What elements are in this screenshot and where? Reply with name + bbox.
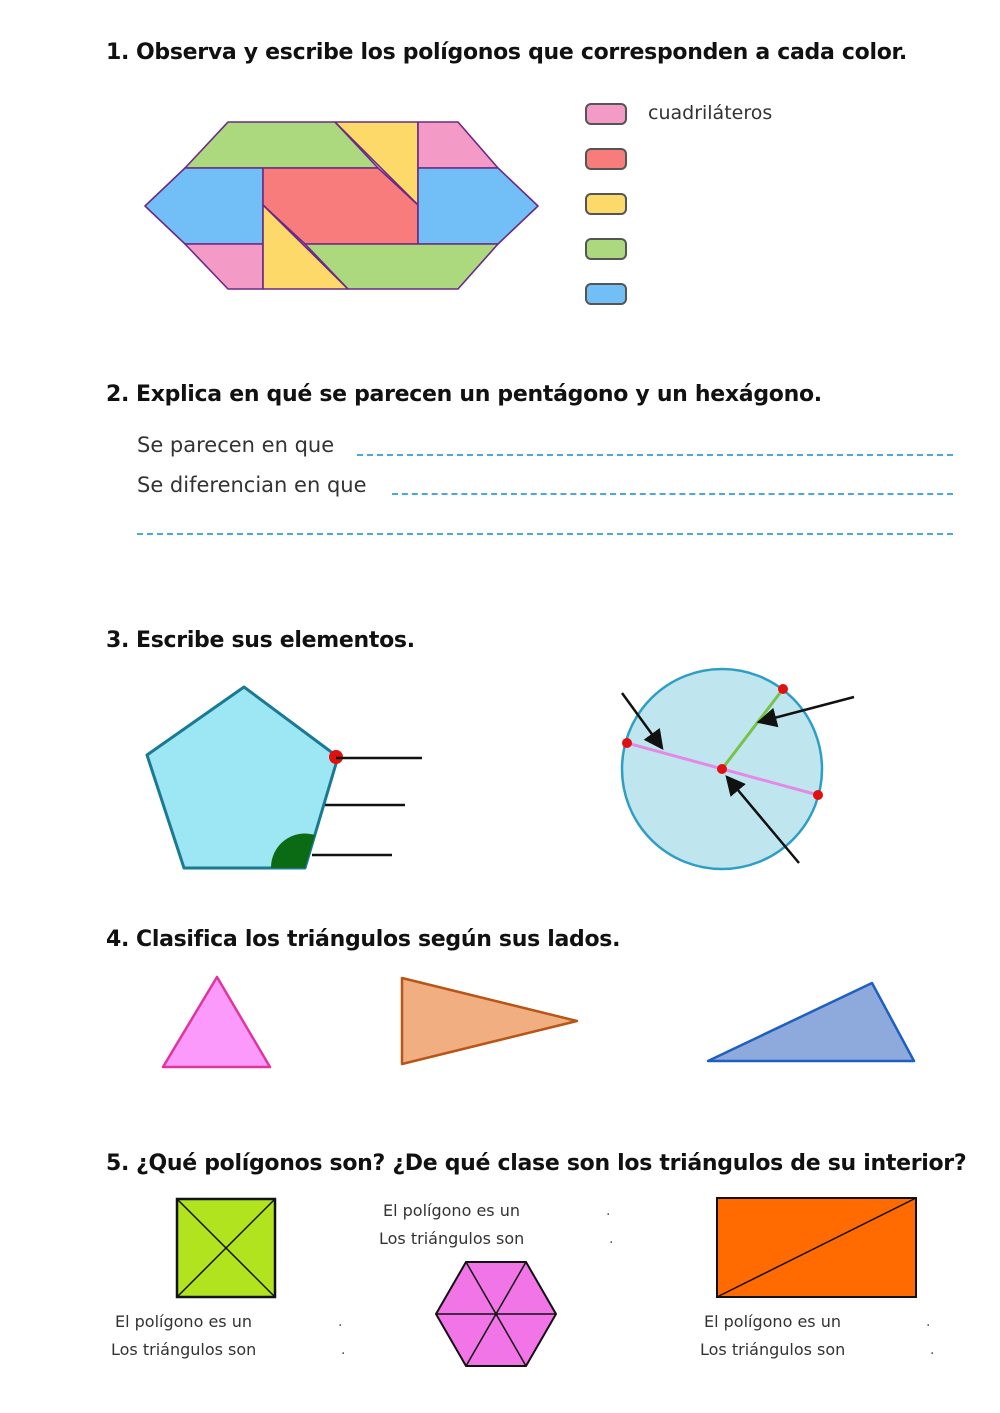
- rectangle-triangles-answer-end[interactable]: .: [930, 1342, 935, 1358]
- question-1-number: 1.: [106, 40, 130, 65]
- question-4-text: Clasifica los triángulos según sus lados.: [136, 927, 621, 952]
- hexagon-polygon-label: El polígono es un: [383, 1201, 520, 1220]
- legend-label-pink: cuadriláteros: [648, 102, 773, 124]
- question-2-text: Explica en qué se parecen un pentágono y un hexágono.: [136, 382, 822, 407]
- hexagon-polygon-answer-end[interactable]: .: [606, 1203, 611, 1219]
- square-triangles-label: Los triángulos son: [111, 1340, 257, 1359]
- difference-label: Se diferencian en que: [137, 473, 367, 497]
- square-polygon-label: El polígono es un: [115, 1312, 252, 1331]
- question-5-number: 5.: [106, 1151, 130, 1176]
- similarity-label: Se parecen en que: [137, 433, 335, 457]
- question-3-text: Escribe sus elementos.: [136, 628, 415, 653]
- rectangle-polygon-label: El polígono es un: [704, 1312, 841, 1331]
- rectangle-triangles-label: Los triángulos son: [700, 1340, 846, 1359]
- question-3-number: 3.: [106, 628, 130, 653]
- square-triangles-answer-end[interactable]: .: [341, 1342, 346, 1358]
- question-4-number: 4.: [106, 927, 130, 952]
- hexagon-triangles-answer-end[interactable]: .: [609, 1231, 614, 1247]
- square-polygon-answer-end[interactable]: .: [338, 1314, 343, 1330]
- question-1-text: Observa y escribe los polígonos que corresponden a cada color.: [136, 40, 907, 65]
- question-5-text: ¿Qué polígonos son? ¿De qué clase son los triángulos de su interior?: [136, 1151, 967, 1176]
- hexagon-triangles-label: Los triángulos son: [379, 1229, 525, 1248]
- question-2-number: 2.: [106, 382, 130, 407]
- rectangle-polygon-answer-end[interactable]: .: [926, 1314, 931, 1330]
